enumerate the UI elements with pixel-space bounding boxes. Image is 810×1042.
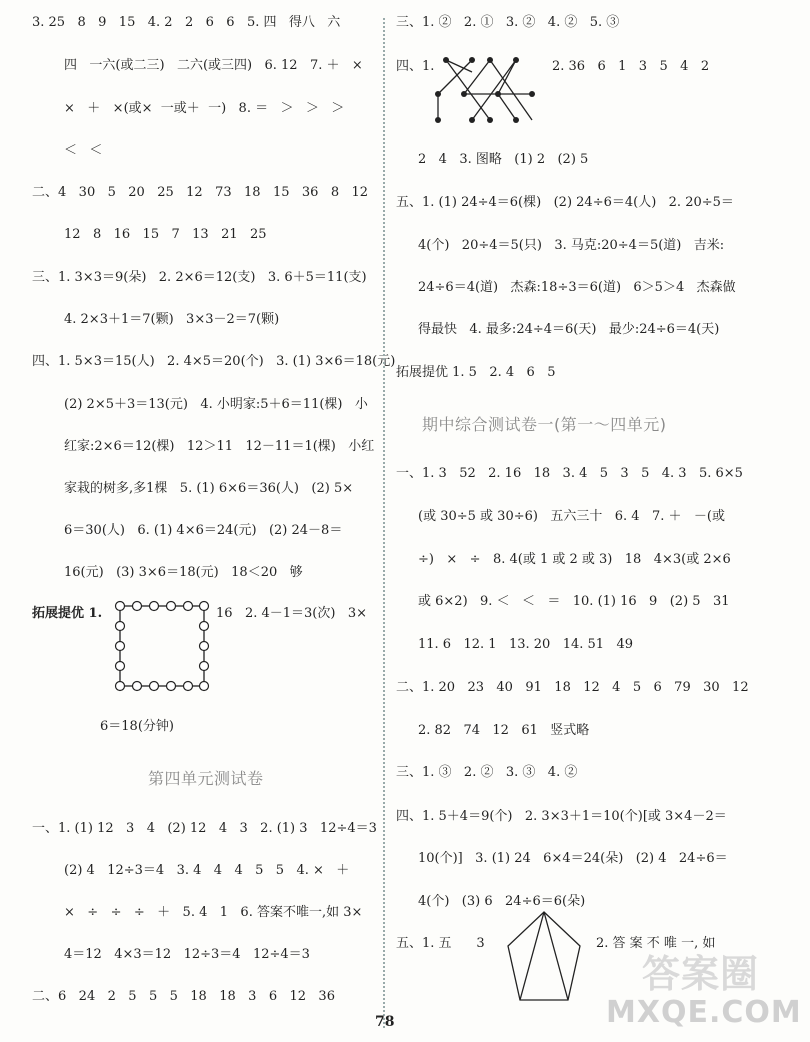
text-line: 2. 答 案 不 唯 一, 如: [596, 936, 716, 951]
text-line: × ＋ ×(或× 一或＋ 一) 8. ＝ ＞ ＞ ＞: [64, 101, 345, 116]
text-line: (或 30÷5 或 30÷6) 五六三十 6. 4 7. ＋ －(或: [418, 509, 725, 524]
text-line: 二、4 30 5 20 25 12 73 18 15 36 8 12: [32, 185, 369, 200]
text-line: 12 8 16 15 7 13 21 25: [64, 227, 267, 242]
text-line: (2) 4 12÷3＝4 3. 4 4 4 5 5 4. × ＋: [64, 863, 350, 878]
text-line: 二、6 24 2 5 5 5 18 18 3 6 12 36: [32, 989, 335, 1004]
text-line: 2. 36 6 1 3 5 4 2: [552, 59, 710, 74]
page-number: 78: [375, 1014, 395, 1030]
text-line: 2 4 3. 图略 (1) 2 (2) 5: [418, 152, 589, 167]
text-line: 或 6×2) 9. ＜ ＜ ＝ 10. (1) 16 9 (2) 5 31: [418, 594, 730, 609]
text-line: 4. 2×3＋1＝7(颗) 3×3－2＝7(颗): [64, 312, 280, 327]
text-line: 五、1. (1) 24÷4＝6(棵) (2) 24÷6＝4(人) 2. 20÷5＝: [396, 195, 734, 210]
text-line: 24÷6＝4(道) 杰森:18÷3＝6(道) 6＞5＞4 杰森做: [418, 280, 736, 295]
text-line: 三、1. 3×3＝9(朵) 2. 2×6＝12(支) 3. 6＋5＝11(支): [32, 270, 367, 285]
text-line: 一、1. (1) 12 3 4 (2) 12 4 3 2. (1) 3 12÷4＝3: [32, 821, 377, 836]
dot-matching-figure: [432, 54, 542, 124]
text-line: 2. 82 74 12 61 竖式略: [418, 723, 590, 738]
bead-square-figure: [112, 598, 212, 694]
watermark: [602, 943, 802, 1038]
watermark-text: 答案圈: [642, 952, 760, 996]
text-line: 11. 6 12. 1 13. 20 14. 51 49: [418, 637, 633, 652]
text-line: 4(个) (3) 6 24÷6＝6(朵): [418, 894, 586, 909]
text-line: 得最快 4. 最多:24÷4＝6(天) 最少:24÷6＝4(天): [418, 322, 720, 337]
pentagon-figure: [504, 908, 584, 1004]
text-line: 三、1. ③ 2. ② 3. ③ 4. ②: [396, 765, 578, 780]
text-line: 4＝12 4×3＝12 12÷3＝4 12÷4＝3: [64, 947, 310, 962]
text-line: 4(个) 20÷4＝5(只) 3. 马克:20÷4＝5(道) 吉米:: [418, 238, 725, 253]
text-line: (2) 2×5＋3＝13(元) 4. 小明家:5＋6＝11(棵) 小: [64, 397, 368, 412]
section-heading: 期中综合测试卷一(第一～四单元): [422, 415, 667, 434]
text-line: 四、1. 5×3＝15(人) 2. 4×5＝20(个) 3. (1) 3×6＝18(元): [32, 354, 396, 369]
text-line: 3. 25 8 9 15 4. 2 2 6 6 5. 四 得八 六: [32, 15, 341, 30]
section-heading: 第四单元测试卷: [148, 769, 264, 788]
text-line: 16 2. 4－1＝3(次) 3×: [216, 606, 367, 621]
text-line: 五、1. 五 3: [396, 936, 485, 951]
text-line: 家栽的树多,多1棵 5. (1) 6×6＝36(人) (2) 5×: [64, 481, 354, 496]
text-line: 红家:2×6＝12(棵) 12＞11 12－11＝1(棵) 小红: [64, 439, 375, 454]
text-line: 一、1. 3 52 2. 16 18 3. 4 5 3 5 4. 3 5. 6×5: [396, 466, 743, 481]
text-line: 拓展提优 1. 5 2. 4 6 5: [396, 365, 556, 380]
text-line: 三、1. ② 2. ① 3. ② 4. ② 5. ③: [396, 15, 620, 30]
text-line: 拓展提优 1.: [32, 606, 103, 621]
watermark-url: MXQE.COM: [606, 995, 802, 1030]
text-line: 四、1.: [396, 59, 435, 74]
text-line: 四、1. 5＋4＝9(个) 2. 3×3＋1＝10(个)[或 3×4－2＝: [396, 809, 727, 824]
text-line: 四 一六(或二三) 二六(或三四) 6. 12 7. ＋ ×: [64, 58, 363, 73]
text-line: ÷) × ÷ 8. 4(或 1 或 2 或 3) 18 4×3(或 2×6: [418, 552, 731, 567]
text-line: 6＝30(人) 6. (1) 4×6＝24(元) (2) 24－8＝: [64, 523, 343, 538]
text-line: × ÷ ÷ ÷ ＋ 5. 4 1 6. 答案不唯一,如 3×: [64, 905, 363, 920]
text-line: 二、1. 20 23 40 91 18 12 4 5 6 79 30 12: [396, 680, 749, 695]
text-line: 10(个)] 3. (1) 24 6×4＝24(朵) (2) 4 24÷6＝: [418, 851, 728, 866]
column-divider: [383, 18, 385, 1028]
text-line: ＜ ＜: [64, 143, 103, 158]
text-line: 6＝18(分钟): [100, 719, 174, 734]
text-line: 16(元) (3) 3×6＝18(元) 18＜20 够: [64, 565, 303, 580]
